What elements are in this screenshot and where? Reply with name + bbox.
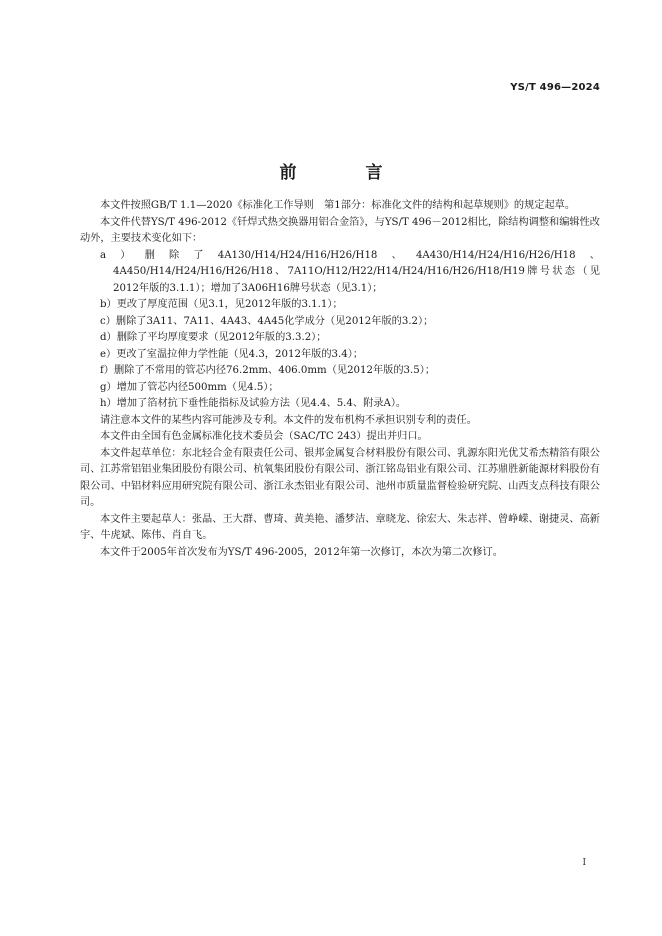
list-item: g）增加了管芯内径500mm（见4.5）； [100, 381, 279, 393]
technical-changes-list [80, 248, 600, 413]
list-item: f）删除了不常用的管芯内径76.2mm、406.0mm（见2012年版的3.5）； [100, 365, 436, 376]
preface-body [80, 198, 600, 561]
drafters-paragraph: 本文件主要起草人：张晶、王大群、曹琦、黄美艳、潘梦洁、章晓龙、徐宏大、朱志祥、曾峥嵘、谢捷灵、高新宇、牛虎斌、陈伟、肖自飞。 [80, 513, 600, 541]
page-number: I [582, 858, 586, 868]
list-item: a）删除了4A130/H14/H24/H16/H26/H18、4A430/H14/H24/H16/H26/H18、4A450/H14/H24/H16/H26/H18、7A11O/H12/H22/H14/H24/H16/H26/H18/H19牌号状态（见2012年版的3.1.1）；增加了3A06H16牌号状态（见3.1）； [100, 249, 600, 294]
drafting-rule-paragraph: 本文件按照GB/T 1.1—2020《标准化工作导则 第1部分：标准化文件的结构和起草规则》的规定起草。 [100, 200, 576, 211]
history-paragraph: 本文件于2005年首次发布为YS/T 496-2005，2012年第一次修订，本次为第二次修订。 [100, 546, 503, 558]
list-item: c）删除了3A11、7A11、4A43、4A45化学成分（见2012年版的3.2）； [100, 315, 434, 327]
replacement-paragraph: 本文件代替YS/T 496-2012《钎焊式热交换器用铝合金箔》，与YS/T 496－2012相比，除结构调整和编辑性改动外，主要技术变化如下： [80, 216, 600, 244]
list-item: e）更改了室温拉伸力学性能（见4.3，2012年版的3.4）； [100, 348, 364, 360]
standard-code: YS/T 496—2024 [510, 82, 600, 93]
committee-paragraph: 本文件由全国有色金属标准化技术委员会（SAC/TC 243）提出并归口。 [100, 431, 428, 442]
list-item: d）删除了平均厚度要求（见2012年版的3.3.2）； [100, 332, 327, 343]
page-title: 前 言 [279, 163, 409, 183]
list-item: b）更改了厚度范围（见3.1，见2012年版的3.1.1）； [100, 299, 343, 310]
drafting-units-paragraph: 本文件起草单位：东北轻合金有限责任公司、银邦金属复合材料股份有限公司、乳源东阳光优艾希杰精箔有限公司、江苏常铝铝业集团股份有限公司、杭氧集团股份有限公司、浙江铭岛铝业有限公司、江苏鼎胜新能源材料股份有限公司、中铝材料应用研究院有限公司、浙江永杰铝业有限公司、池州市质量监督检验研究院、山西支点科技有限公司。 [80, 447, 600, 508]
list-item: h）增加了箔材抗下垂性能指标及试验方法（见4.4、5.4、附录A）。 [100, 398, 407, 409]
patent-notice-paragraph: 请注意本文件的某些内容可能涉及专利。本文件的发布机构不承担识别专利的责任。 [100, 414, 477, 426]
